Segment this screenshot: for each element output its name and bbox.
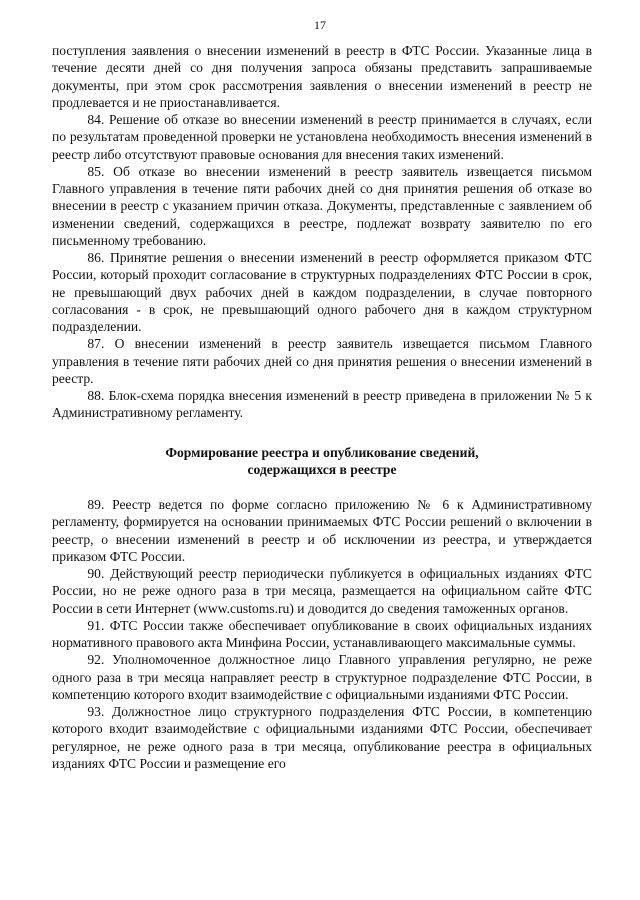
document-body	[52, 42, 592, 772]
paragraph-91: 91. ФТС России также обеспечивает опубликование в своих официальных изданиях нормативного правового акта Минфина России, устанавливающего максимальные суммы.	[52, 617, 592, 650]
section-heading-line-1: Формирование реестра и опубликование сведений,	[165, 444, 479, 460]
paragraph-89: 89. Реестр ведется по форме согласно приложению № 6 к Административному регламенту, формируется на основании принимаемых ФТС России решений о включении в реестр, о внесении изменений в реестр и об исключении из реестра, и утверждается приказом ФТС России.	[52, 497, 592, 564]
paragraph-92: 92. Уполномоченное должностное лицо Главного управления регулярно, не реже одного раза в три месяца направляет реестр в структурное подразделение ФТС России, в компетенцию которого входит взаимодействие с официальными изданиями ФТС России.	[52, 652, 592, 702]
paragraph-86: 86. Принятие решения о внесении изменений в реестр оформляется приказом ФТС России, который проходит согласование в структурных подразделениях ФТС России в срок, не превышающий двух рабочих дней в каждом подразделении, в случае повторного согласования - в срок, не превышающий одного рабочего дня в каждом структурном подразделении.	[52, 250, 592, 334]
page-number: 17	[314, 18, 326, 32]
section-heading-line-2: содержащихся в реестре	[247, 461, 397, 477]
paragraph-90: 90. Действующий реестр периодически публикуется в официальных изданиях ФТС России, но не реже одного раза в три месяца, размещается на официальном сайте ФТС России в сети Интернет (www.customs.ru) и доводится до сведения таможенных органов.	[52, 566, 592, 616]
paragraph-93: 93. Должностное лицо структурного подразделения ФТС России, в компетенцию которого входит взаимодействие с официальными изданиями ФТС России, обеспечивает регулярное, не реже одного раза в три месяца, опубликование реестра в официальных изданиях ФТС России и размещение его	[52, 704, 592, 771]
paragraph-84: 84. Решение об отказе во внесении изменений в реестр принимается в случаях, если по результатам проведенной проверки не установлена необходимость внесения изменений в реестр либо отсутствуют правовые основания для внесения таких изменений.	[52, 112, 592, 162]
paragraph-continuation: поступления заявления о внесении изменений в реестр в ФТС России. Указанные лица в течение десяти дней со дня получения запроса обязаны представить запрашиваемые документы, при этом срок рассмотрения заявления о внесении изменений в реестр не продлевается и не приостанавливается.	[52, 43, 592, 110]
section-heading	[52, 444, 592, 479]
paragraph-85: 85. Об отказе во внесении изменений в реестр заявитель извещается письмом Главного управления в течение пяти рабочих дней со дня принятия решения об отказе во внесении в реестр с указанием причин отказа. Документы, представленные с заявлением об изменении сведений, содержащихся в реестре, подлежат возврату заявителю по его письменному требованию.	[52, 163, 592, 248]
paragraph-88: 88. Блок-схема порядка внесения изменений в реестр приведена в приложении № 5 к Административному регламенту.	[52, 388, 592, 421]
paragraph-87: 87. О внесении изменений в реестр заявитель извещается письмом Главного управления в течение пяти рабочих дней со дня принятия решения о внесении изменений в реестр.	[52, 336, 592, 386]
